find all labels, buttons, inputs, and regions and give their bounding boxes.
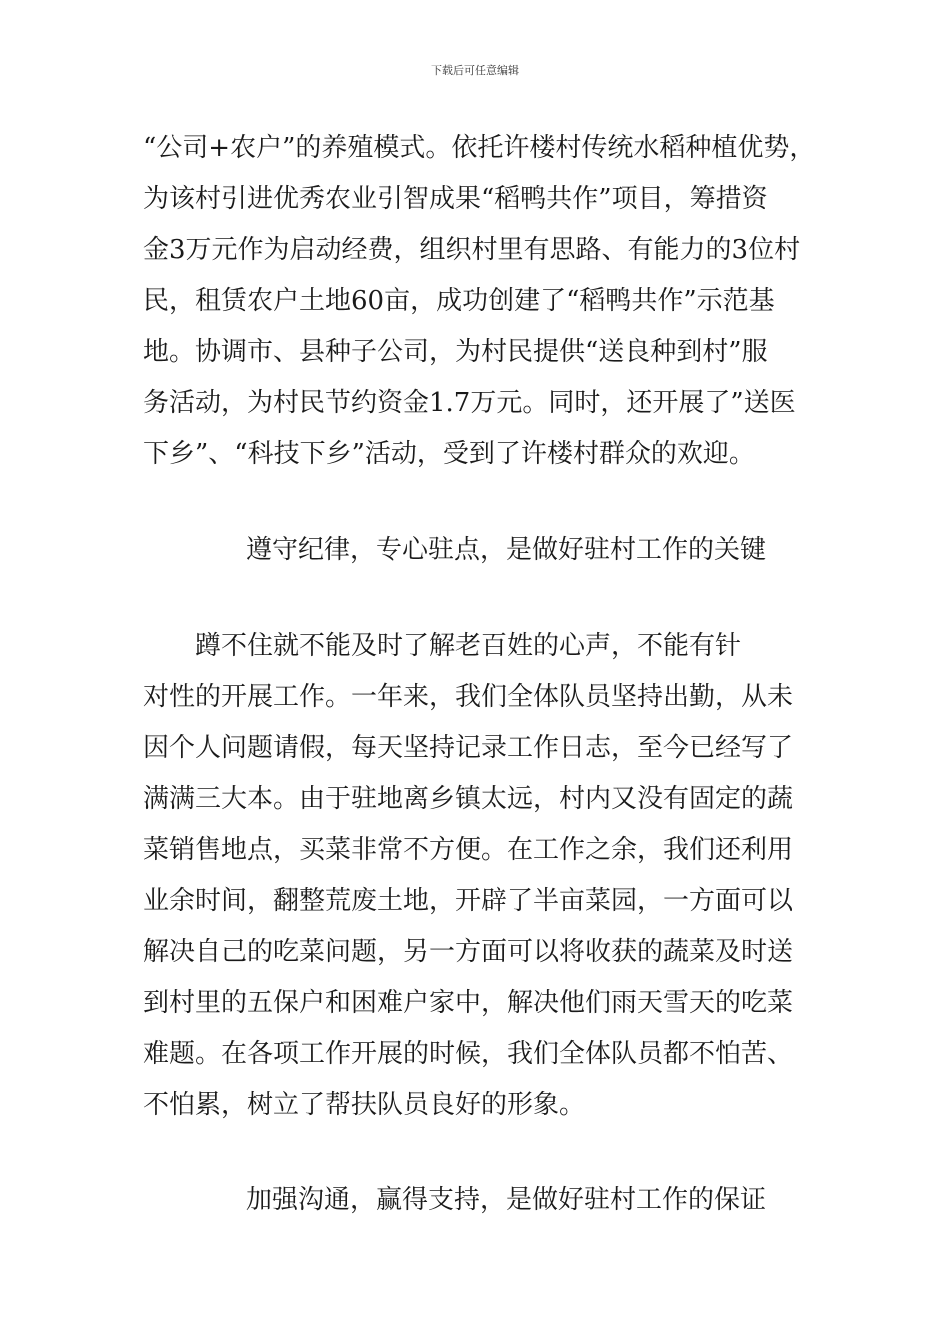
paragraph-line: 务活动，为村民节约资金1.7万元。同时，还开展了”送医	[143, 388, 796, 418]
paragraph-line: 菜销售地点，买菜非常不方便。在工作之余，我们还利用	[143, 835, 794, 865]
paragraph-line: 满满三大本。由于驻地离乡镇太远，村内又没有固定的蔬	[143, 784, 794, 814]
section-heading: 遵守纪律，专心驻点，是做好驻村工作的关键	[246, 535, 767, 565]
section-heading: 加强沟通，赢得支持，是做好驻村工作的保证	[246, 1185, 767, 1215]
paragraph-line: 金3万元作为启动经费，组织村里有思路、有能力的3位村	[143, 235, 801, 265]
paragraph-line: 对性的开展工作。一年来，我们全体队员坚持出勤，从未	[143, 682, 794, 712]
paragraph-line: 地。协调市、县种子公司，为村民提供“送良种到村”服	[143, 337, 768, 367]
paragraph-line: 不怕累，树立了帮扶队员良好的形象。	[143, 1090, 586, 1120]
paragraph-line: 难题。在各项工作开展的时候，我们全体队员都不怕苦、	[143, 1039, 794, 1069]
paragraph-line: “公司+农户”的养殖模式。依托许楼村传统水稻种植优势，	[143, 133, 816, 163]
paragraph-line: 业余时间，翻整荒废土地，开辟了半亩菜园，一方面可以	[143, 886, 794, 916]
paragraph-line: 下乡”、“科技下乡”活动，受到了许楼村群众的欢迎。	[143, 439, 755, 469]
paragraph-line: 到村里的五保户和困难户家中，解决他们雨天雪天的吃菜	[143, 988, 794, 1018]
paragraph-line: 因个人问题请假，每天坚持记录工作日志，至今已经写了	[143, 733, 794, 763]
paragraph-line: 解决自己的吃菜问题，另一方面可以将收获的蔬菜及时送	[143, 937, 794, 967]
paragraph-line: 为该村引进优秀农业引智成果“稻鸭共作”项目，筹措资	[143, 184, 768, 214]
paragraph-line: 民，租赁农户土地60亩，成功创建了“稻鸭共作”示范基	[143, 286, 775, 316]
paragraph-line: 蹲不住就不能及时了解老百姓的心声，不能有针	[143, 631, 742, 661]
page-header: 下载后可任意编辑	[431, 64, 519, 77]
